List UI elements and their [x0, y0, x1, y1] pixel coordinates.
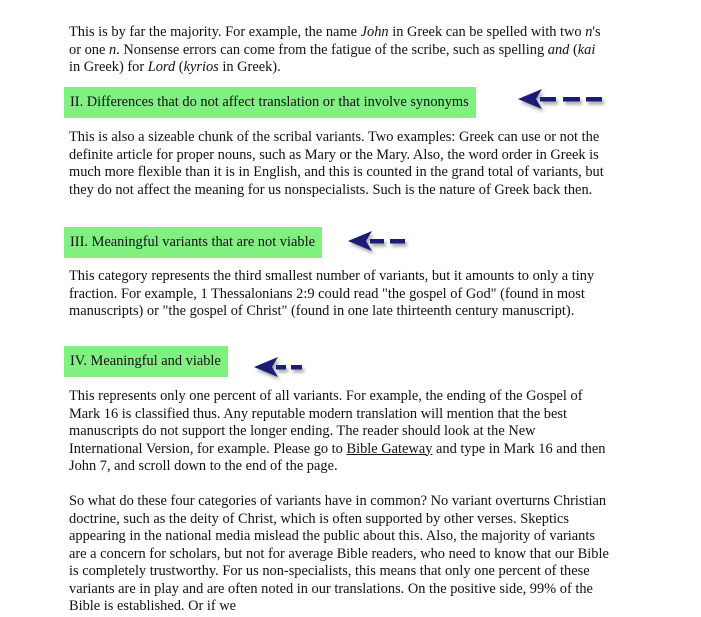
heading-category-2: II. Differences that do not affect translation or that involve synonyms	[64, 87, 476, 118]
intro-paragraph	[69, 24, 609, 77]
intro-text: 's or one	[69, 24, 601, 58]
intro-italic: kyrios	[183, 59, 219, 75]
left-arrow-icon	[516, 86, 608, 116]
heading-category-3: III. Meaningful variants that are not viable	[64, 227, 322, 258]
intro-text: (	[569, 41, 578, 58]
intro-text: . Nonsense errors can come from the fatigue of the scribe, such as spelling	[116, 41, 548, 58]
left-arrow-icon	[252, 354, 310, 384]
paragraph-category-3: This category represents the third smallest number of variants, but it amounts to only a tiny fraction. For example, 1 Thessalonians 2:9 could read "the gospel of God" (found in most manuscripts) or "the gospel of Christ" (found in one late thirteenth century manuscript).	[69, 268, 595, 319]
intro-text: (	[175, 59, 184, 75]
intro-italic: n	[108, 41, 117, 58]
paragraph-text: This represents only one percent of all variants. For example, the ending of the Gospel of Mark 16 is classified thus. Any reputable modern translation will mention that the best manuscripts do not support the longer ending. The reader should look at the New International Version, for example. Please go to	[69, 388, 583, 457]
heading-category-4: IV. Meaningful and viable	[64, 346, 228, 377]
intro-text: in Greek) for	[69, 59, 148, 75]
paragraph-text: and type in Mark 16 and then John 7, and scroll down to the end of the page.	[69, 440, 606, 474]
intro-italic: n	[585, 24, 593, 40]
paragraph-summary: So what do these four categories of variants have in common? No variant overturns Christian doctrine, such as the deity of Christ, which is often supported by other verses. Skeptics appearing in the national media mislead the public about this. Also, the majority of variants are a concern for scholars, but not for average Bible readers, who need to know that our Bible is completely trustworthy. For us non-specialists, this means that only one percent of these variants are in play and are often noted in our translations. On the positive side, 99% of the Bible is established. Or if we	[69, 493, 609, 614]
paragraph-category-4	[69, 388, 609, 476]
intro-italic: kai	[577, 41, 596, 58]
intro-italic: Lord	[147, 59, 176, 75]
intro-text: This is by far the majority. For example, the name	[69, 24, 361, 40]
bible-gateway-link[interactable]: Bible Gateway	[346, 440, 433, 457]
intro-italic: and	[547, 41, 570, 58]
left-arrow-icon	[346, 228, 418, 258]
intro-text: in Greek).	[218, 59, 281, 75]
intro-text: in Greek can be spelled with two	[388, 24, 586, 40]
paragraph-category-2: This is also a sizeable chunk of the scribal variants. Two examples: Greek can use or not the definite article for proper nouns, such as Mary or the Mary. Also, the word order in Greek is much more flexible than it is in English, and this is counted in the grand total of variants, but they do not affect the meaning for us nonspecialists. Such is the nature of Greek back then.	[69, 129, 604, 198]
intro-italic: John	[360, 24, 389, 40]
